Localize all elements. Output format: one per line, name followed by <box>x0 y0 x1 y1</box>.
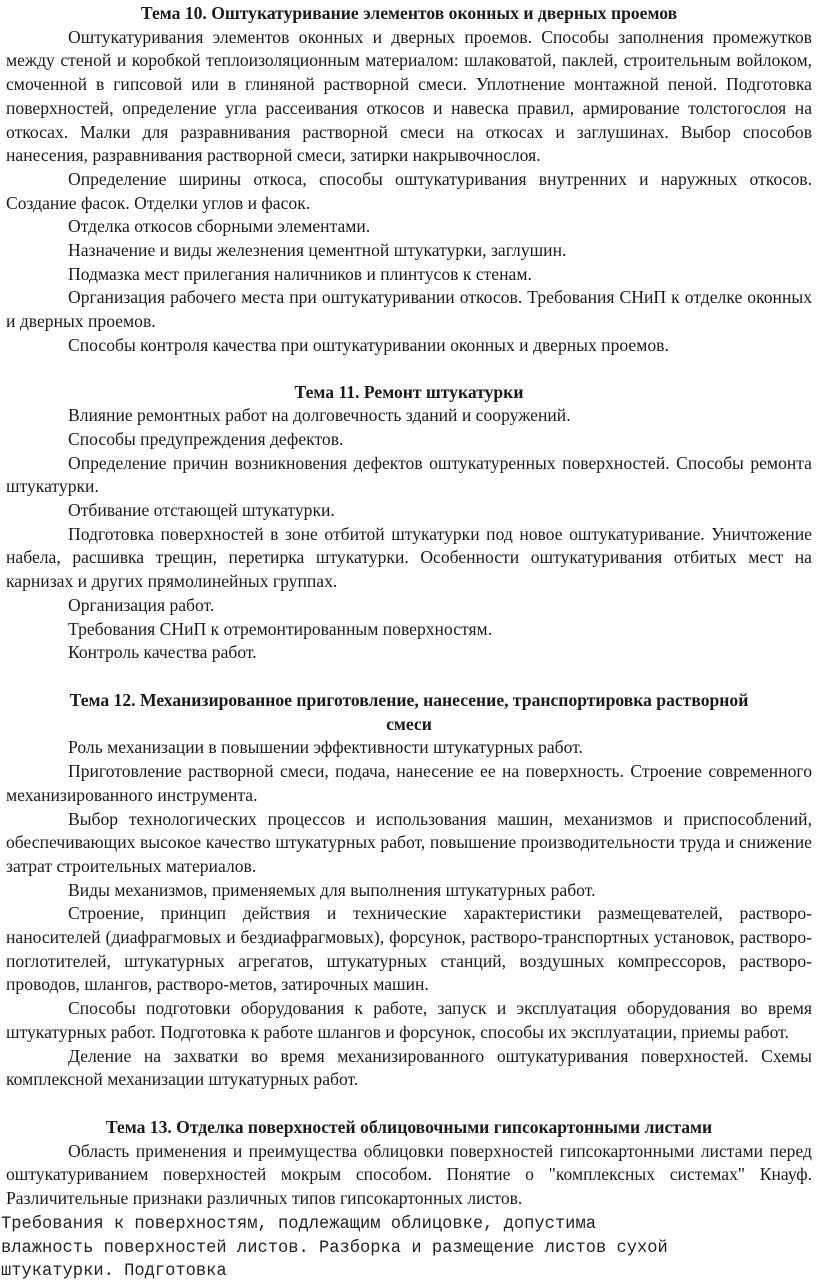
section-title-11: Тема 11. Ремонт штукатурки <box>294 381 524 402</box>
section-title-12: Тема 12. Механизированное приготовление, нанесение, транспортировка растворной смеси <box>69 689 749 734</box>
paragraph: Организация рабочего места при оштукатуривании откосов. Требования СНиП к отделке оконных и дверных проемов. <box>6 287 812 332</box>
paragraph: Назначение и виды железнения цементной штукатурки, заглушин. <box>68 240 567 261</box>
paragraph: Определение причин возникновения дефектов оштукатуренных поверхностей. Способы ремонта штукатурки. <box>6 452 812 497</box>
paragraph: Подготовка поверхностей в зоне отбитой штукатурки под новое оштукатуривание. Уничтожение набела, расшивка трещин, перетирка штукатурки. Особенности оштукатуривания отбитых мест на карнизах и других прямолинейных группах. <box>6 523 812 592</box>
paragraph: Выбор технологических процессов и использования машин, механизмов и приспособлений, обеспечивающих высокое качество штукатурных работ, повышение производительности труда и снижение затрат строительных материалов. <box>6 808 812 876</box>
paragraph: Роль механизации в повышении эффективности штукатурных работ. <box>68 737 583 758</box>
paragraph: Подмазка мест прилегания наличников и плинтусов к стенам. <box>68 263 532 284</box>
paragraph: Отбивание отстающей штукатурки. <box>68 500 335 521</box>
paragraph: Область применения и преимущества облицовки поверхностей гипсокартонными листами перед оштукатуриванием поверхностей мокрым способом. Понятие о "комплексных системах" Кнауф. Различительные признаки различных типов гипсокартонных листов. <box>6 1140 812 1209</box>
paragraph: Контроль качества работ. <box>68 642 257 663</box>
paragraph: Влияние ремонтных работ на долговечность зданий и сооружений. <box>68 405 571 426</box>
section-title-13: Тема 13. Отделка поверхностей облицовочными гипсокартонными листами <box>105 1116 713 1137</box>
paragraph: Способы контроля качества при оштукатуривании оконных и дверных проемов. <box>68 334 669 355</box>
paragraph: Способы предупреждения дефектов. <box>68 428 344 449</box>
paragraph: Определение ширины откоса, способы оштукатуривания внутренних и наружных откосов. Создание фасок. Отделки углов и фасок. <box>6 168 812 213</box>
paragraph: Приготовление растворной смеси, подача, нанесение ее на поверхность. Строение современного механизированного инструмента. <box>6 761 812 805</box>
mono-line: влажность поверхностей листов. Разборка и размещение листов сухой <box>1 1238 668 1258</box>
paragraph: Оштукатуривания элементов оконных и дверных проемов. Способы заполнения промежутков между стеной и коробкой теплоизоляционным материалом: шлаковатой, паклей, строительным войлоком, смоченной в гипсовой или в глиняной растворной смеси. Уплотнение монтажной пеной. Подготовка поверхностей, определение угла рассеивания откосов и навеска правил, армирование толстогослоя на откосах. Малки для разравнивания растворной смеси на откосах и заглушинах. Выбор способов нанесения, разравнивания растворной смеси, затирки накрывочнослоя. <box>6 26 812 166</box>
section-spacer <box>6 1092 812 1116</box>
paragraph: Деление на захватки во время механизированного оштукатуривания поверхностей. Схемы комплексной механизации штукатурных работ. <box>6 1045 812 1090</box>
paragraph: Требования СНиП к отремонтированным поверхностям. <box>68 618 493 639</box>
paragraph: Строение, принцип действия и технические характеристики размещевателей, растворо-наносителей (диафрагмовых и бездиафрагмовых), форсунок, растворо-транспортных установок, растворо-поглотителей, штукатурных агрегатов, штукатурных станций, воздушных компрессоров, растворо-проводов, шлангов, растворо-метов, затирочных машин. <box>6 903 812 995</box>
paragraph: Способы подготовки оборудования к работе, запуск и эксплуатация оборудования во время штукатурных работ. Подготовка к работе шлангов и форсунок, способы их эксплуатации, приемы работ. <box>6 998 812 1042</box>
mono-line: штукатурки. Подготовка <box>1 1262 227 1281</box>
paragraph: Отделка откосов сборными элементами. <box>68 216 371 237</box>
document-page <box>6 2 812 1211</box>
paragraph: Виды механизмов, применяемых для выполнения штукатурных работ. <box>68 879 596 900</box>
paragraph: Организация работ. <box>68 594 215 615</box>
mono-line: Требования к поверхностям, подлежащим облицовке, допустима <box>1 1215 596 1234</box>
section-title-10: Тема 10. Оштукатуривание элементов оконных и дверных проемов <box>140 3 678 23</box>
section-spacer <box>6 358 812 381</box>
monospace-text-block <box>1 1213 668 1284</box>
section-spacer <box>6 665 812 689</box>
